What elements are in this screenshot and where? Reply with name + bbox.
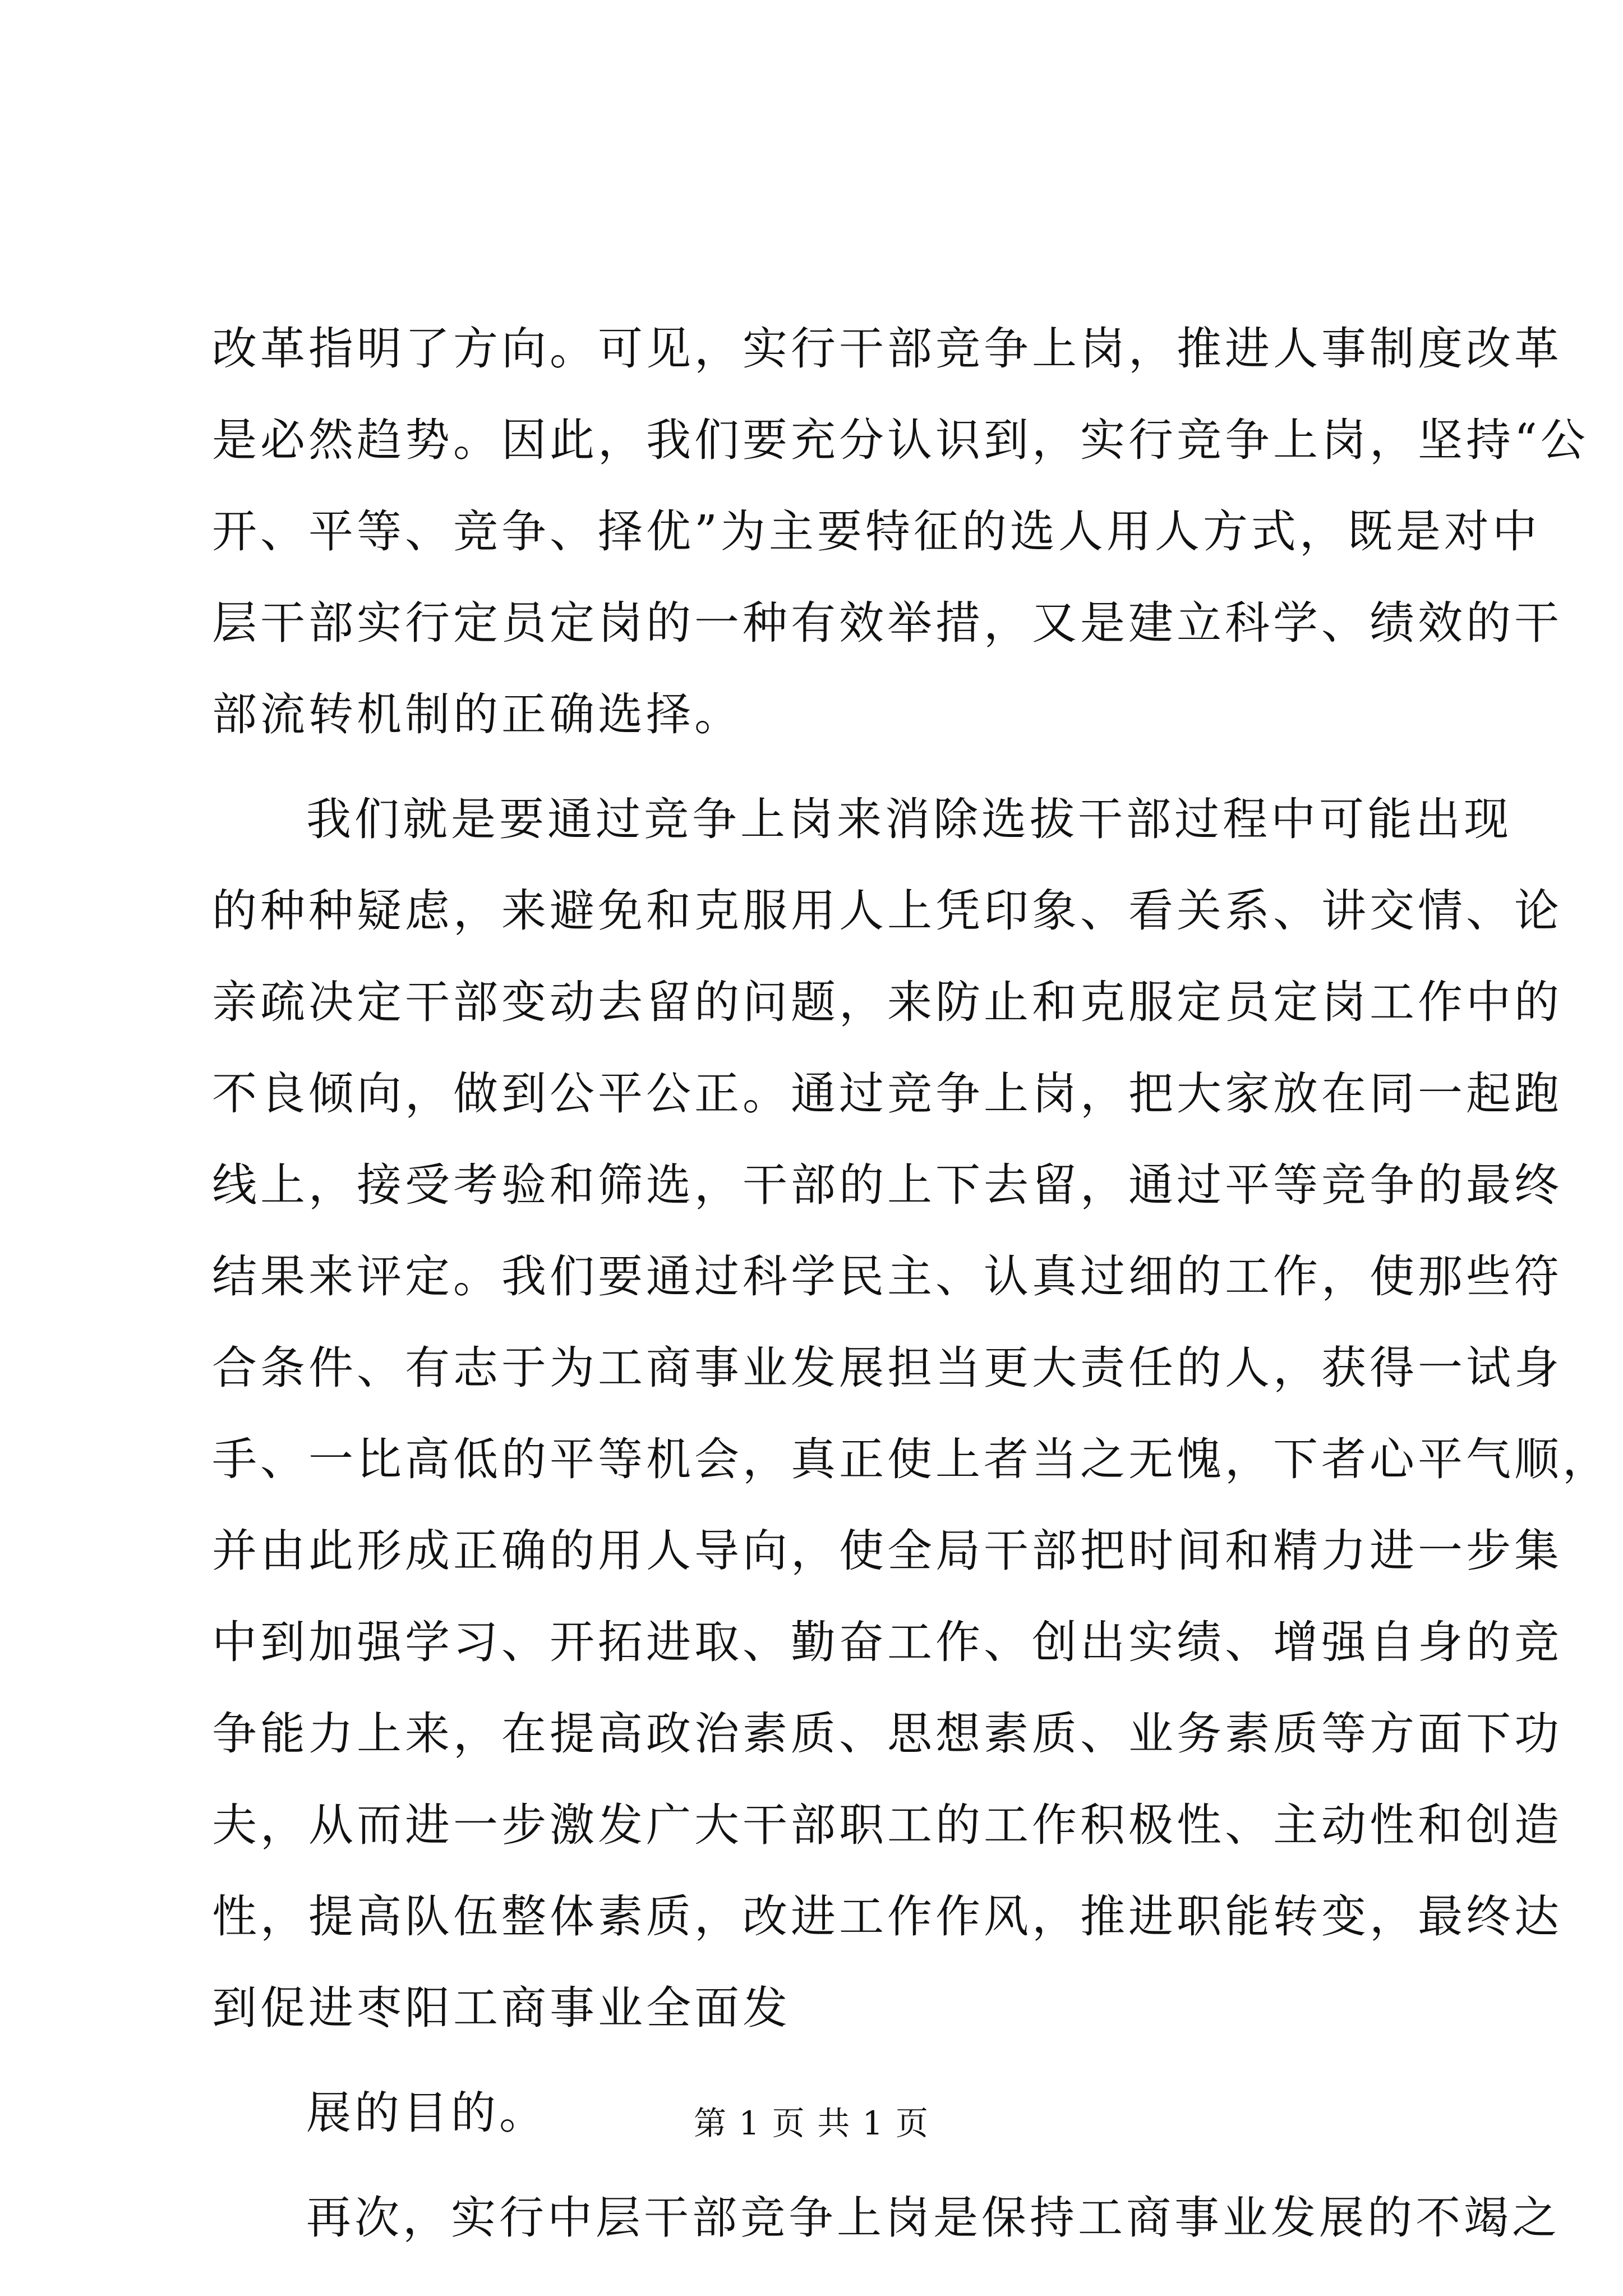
text-line: 再次，实行中层干部竞争上岗是保持工商事业发展的不竭之 xyxy=(306,2192,1560,2244)
paragraph xyxy=(212,2172,1560,2263)
page-number-footer: 第 1 页 共 1 页 xyxy=(694,2104,929,2142)
paragraph xyxy=(212,303,1589,760)
text-line: 亲疏决定干部变动去留的问题，来防止和克服定员定岗工作中的 xyxy=(212,976,1562,1028)
paragraph xyxy=(212,774,1611,2054)
text-line: 到促进枣阳工商事业全面发 xyxy=(212,1982,791,2034)
text-line: 合条件、有志于为工商事业发展担当更大责任的人，获得一试身 xyxy=(212,1342,1562,1394)
text-line: 我们就是要通过竞争上岗来消除选拔干部过程中可能出现 xyxy=(306,793,1512,845)
document-body xyxy=(212,303,1611,2263)
text-line: 的种种疑虑，来避免和克服用人上凭印象、看关系、讲交情、论 xyxy=(212,885,1562,937)
text-line: 手、一比高低的平等机会，真正使上者当之无愧，下者心平气顺， xyxy=(212,1433,1611,1485)
text-line: 争能力上来，在提高政治素质、思想素质、业务素质等方面下功 xyxy=(212,1708,1562,1760)
text-line: 并由此形成正确的用人导向，使全局干部把时间和精力进一步集 xyxy=(212,1525,1562,1577)
text-line: 结果来评定。我们要通过科学民主、认真过细的工作，使那些符 xyxy=(212,1250,1562,1303)
text-line: 层干部实行定员定岗的一种有效举措，又是建立科学、绩效的干 xyxy=(212,597,1562,649)
text-line: 夫，从而进一步激发广大干部职工的工作积极性、主动性和创造 xyxy=(212,1799,1562,1851)
text-line: 中到加强学习、开拓进取、勤奋工作、创出实绩、增强自身的竞 xyxy=(212,1616,1562,1668)
text-line: 不良倾向，做到公平公正。通过竞争上岗，把大家放在同一起跑 xyxy=(212,1068,1562,1120)
text-line: 开、平等、竞争、择优”为主要特征的选人用人方式，既是对中 xyxy=(212,505,1541,558)
text-line: 改革指明了方向。可见，实行干部竞争上岗，推进人事制度改革 xyxy=(212,323,1562,375)
text-line: 是必然趋势。因此，我们要充分认识到，实行竞争上岗，坚持“公 xyxy=(212,414,1589,466)
text-line: 部流转机制的正确选择。 xyxy=(212,688,743,740)
text-line: 展的目的。 xyxy=(306,2087,547,2139)
text-line: 性，提高队伍整体素质，改进工作作风，推进职能转变，最终达 xyxy=(212,1890,1562,1943)
text-line: 线上，接受考验和筛选，干部的上下去留，通过平等竞争的最终 xyxy=(212,1159,1562,1211)
